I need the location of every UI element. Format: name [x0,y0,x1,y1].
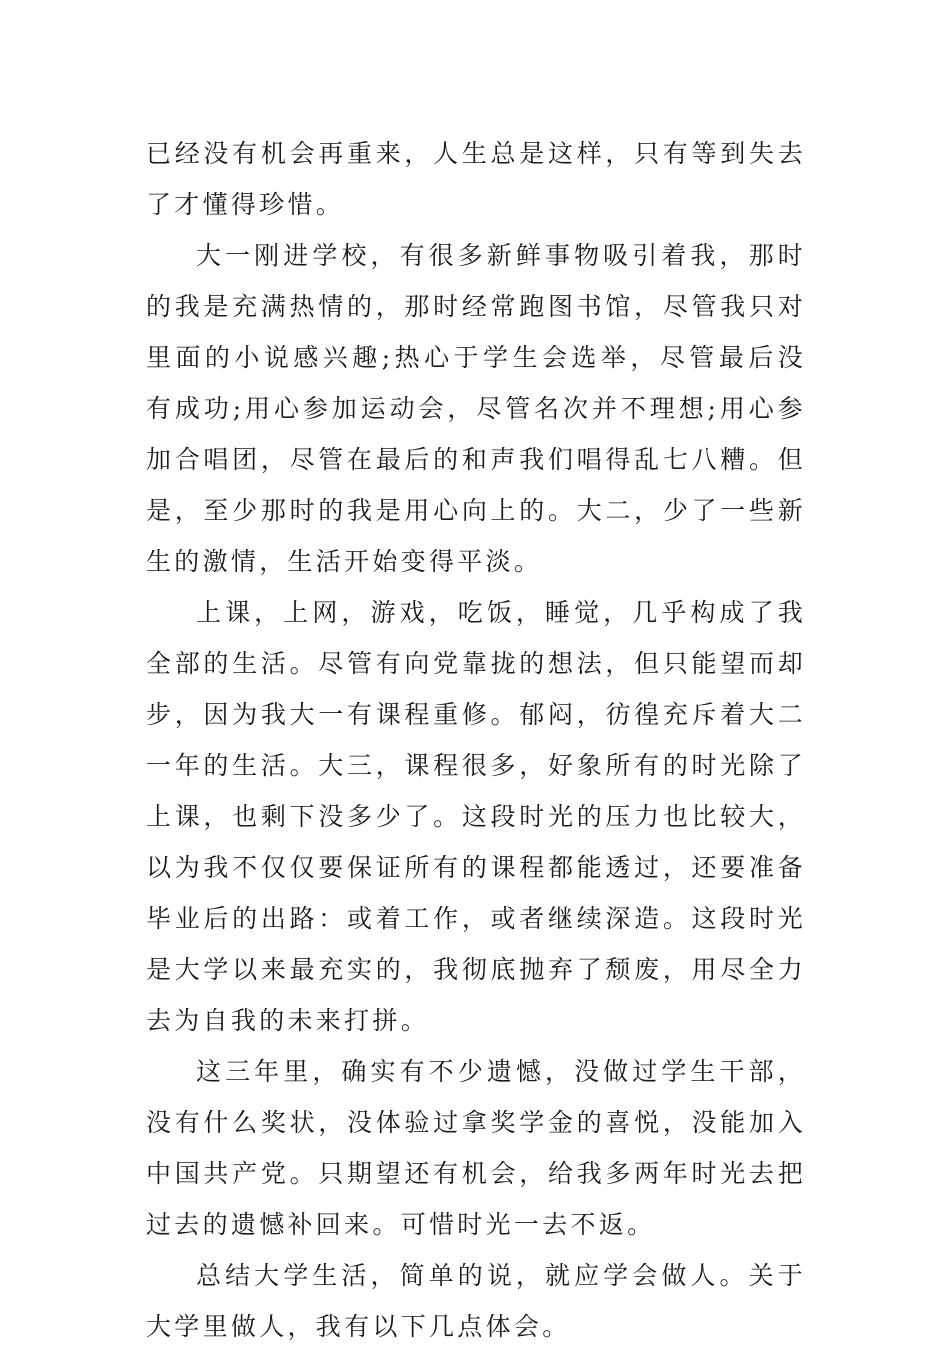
paragraph-4: 这三年里，确实有不少遗憾，没做过学生干部，没有什么奖状，没体验过拿奖学金的喜悦，没能加入中国共产党。只期望还有机会，给我多两年时光去把过去的遗憾补回来。可惜时光一去不返。 [146,1057,806,1239]
document-body [146,128,806,1352]
paragraph-1: 已经没有机会再重来，人生总是这样，只有等到失去了才懂得珍惜。 [146,139,806,219]
paragraph-2: 大一刚进学校，有很多新鲜事物吸引着我，那时的我是充满热情的，那时经常跑图书馆，尽管我只对里面的小说感兴趣;热心于学生会选举，尽管最后没有成功;用心参加运动会，尽管名次并不理想;用心参加合唱团，尽管在最后的和声我们唱得乱七八糟。但是，至少那时的我是用心向上的。大二，少了一些新生的激情，生活开始变得平淡。 [146,241,806,576]
paragraph-5: 总结大学生活，简单的说，就应学会做人。关于大学里做人，我有以下几点体会。 [146,1261,806,1341]
paragraph-3: 上课，上网，游戏，吃饭，睡觉，几乎构成了我全部的生活。尽管有向党靠拢的想法，但只能望而却步，因为我大一有课程重修。郁闷，彷徨充斥着大二一年的生活。大三，课程很多，好象所有的时光除了上课，也剩下没多少了。这段时光的压力也比较大，以为我不仅仅要保证所有的课程都能透过，还要准备毕业后的出路：或着工作，或者继续深造。这段时光是大学以来最充实的，我彻底抛弃了颓废，用尽全力去为自我的未来打拼。 [146,598,806,1035]
